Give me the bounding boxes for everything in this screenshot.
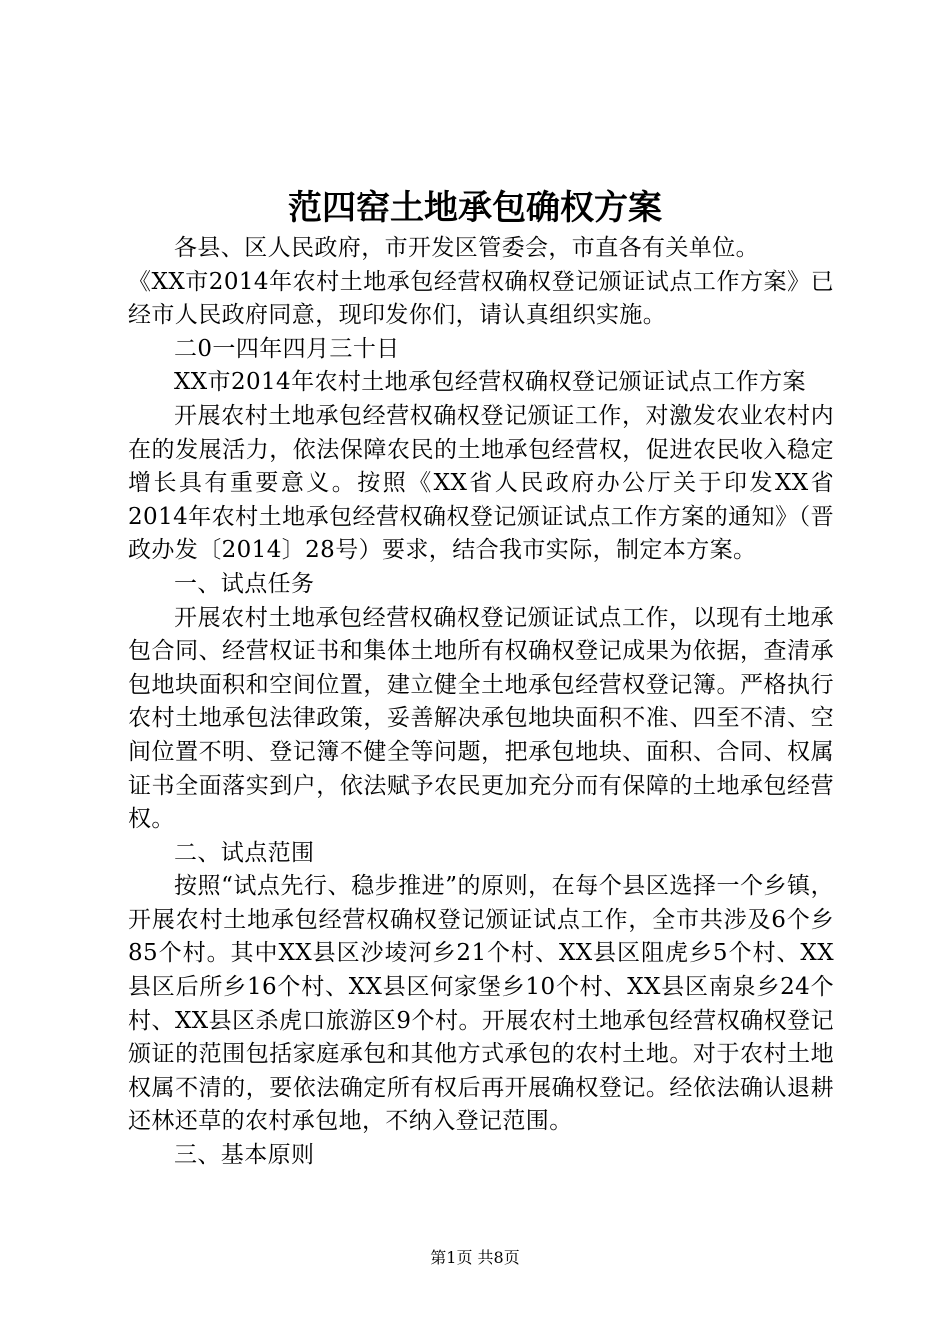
plan-heading: XX市2014年农村土地承包经营权确权登记颁证试点工作方案 xyxy=(174,369,806,396)
section-2-paragraph: 按照“试点先行、稳步推进”的原则，在每个县区选择一个乡镇，开展农村土地承包经营权确权登记颁证试点工作，全市共涉及6个乡85个村。其中XX县区沙堎河乡21个村、XX县区阻虎乡5个村、XX县区后所乡16个村、XX县区何家堡乡10个村、XX县区南泉乡24个村、XX县区杀虎口旅游区9个村。开展农村土地承包经营权确权登记颁证的范围包括家庭承包和其他方式承包的农村土地。对于农村土地权属不清的，要依法确定所有权后再开展确权登记。经依法确认退耕还林还草的农村承包地，不纳入登记范围。 xyxy=(128,873,834,1135)
page-footer: 第1页 共8页 xyxy=(430,1248,520,1267)
section-1-paragraph: 开展农村土地承包经营权确权登记颁证试点工作，以现有土地承包合同、经营权证书和集体土地所有权确权登记成果为依据，查清承包地块面积和空间位置，建立健全土地承包经营权登记簿。严格执行农村土地承包法律政策，妥善解决承包地块面积不准、四至不清、空间位置不明、登记簿不健全等问题，把承包地块、面积、合同、权属证书全面落实到户，依法赋予农民更加充分而有保障的土地承包经营权。 xyxy=(128,604,834,833)
section-heading-3: 三、基本原则 xyxy=(174,1142,315,1169)
intro-paragraph: 开展农村土地承包经营权确权登记颁证工作，对激发农业农村内在的发展活力，依法保障农民的土地承包经营权，促进农民收入稳定增长具有重要意义。按照《XX省人民政府办公厅关于印发XX省2014年农村土地承包经营权确权登记颁证试点工作方案的通知》（晋政办发〔2014〕28号）要求，结合我市实际，制定本方案。 xyxy=(128,402,834,564)
section-heading-2: 二、试点范围 xyxy=(174,839,315,866)
document-body xyxy=(128,232,834,1173)
document-title: 范四窑土地承包确权方案 xyxy=(288,188,662,228)
salutation-paragraph: 各县、区人民政府，市开发区管委会，市直各有关单位。 xyxy=(174,235,759,261)
notice-paragraph: 《XX市2014年农村土地承包经营权确权登记颁证试点工作方案》已经市人民政府同意，现印发你们，请认真组织实施。 xyxy=(128,268,834,329)
date-line: 二0一四年四月三十日 xyxy=(174,335,400,362)
section-heading-1: 一、试点任务 xyxy=(174,570,315,597)
